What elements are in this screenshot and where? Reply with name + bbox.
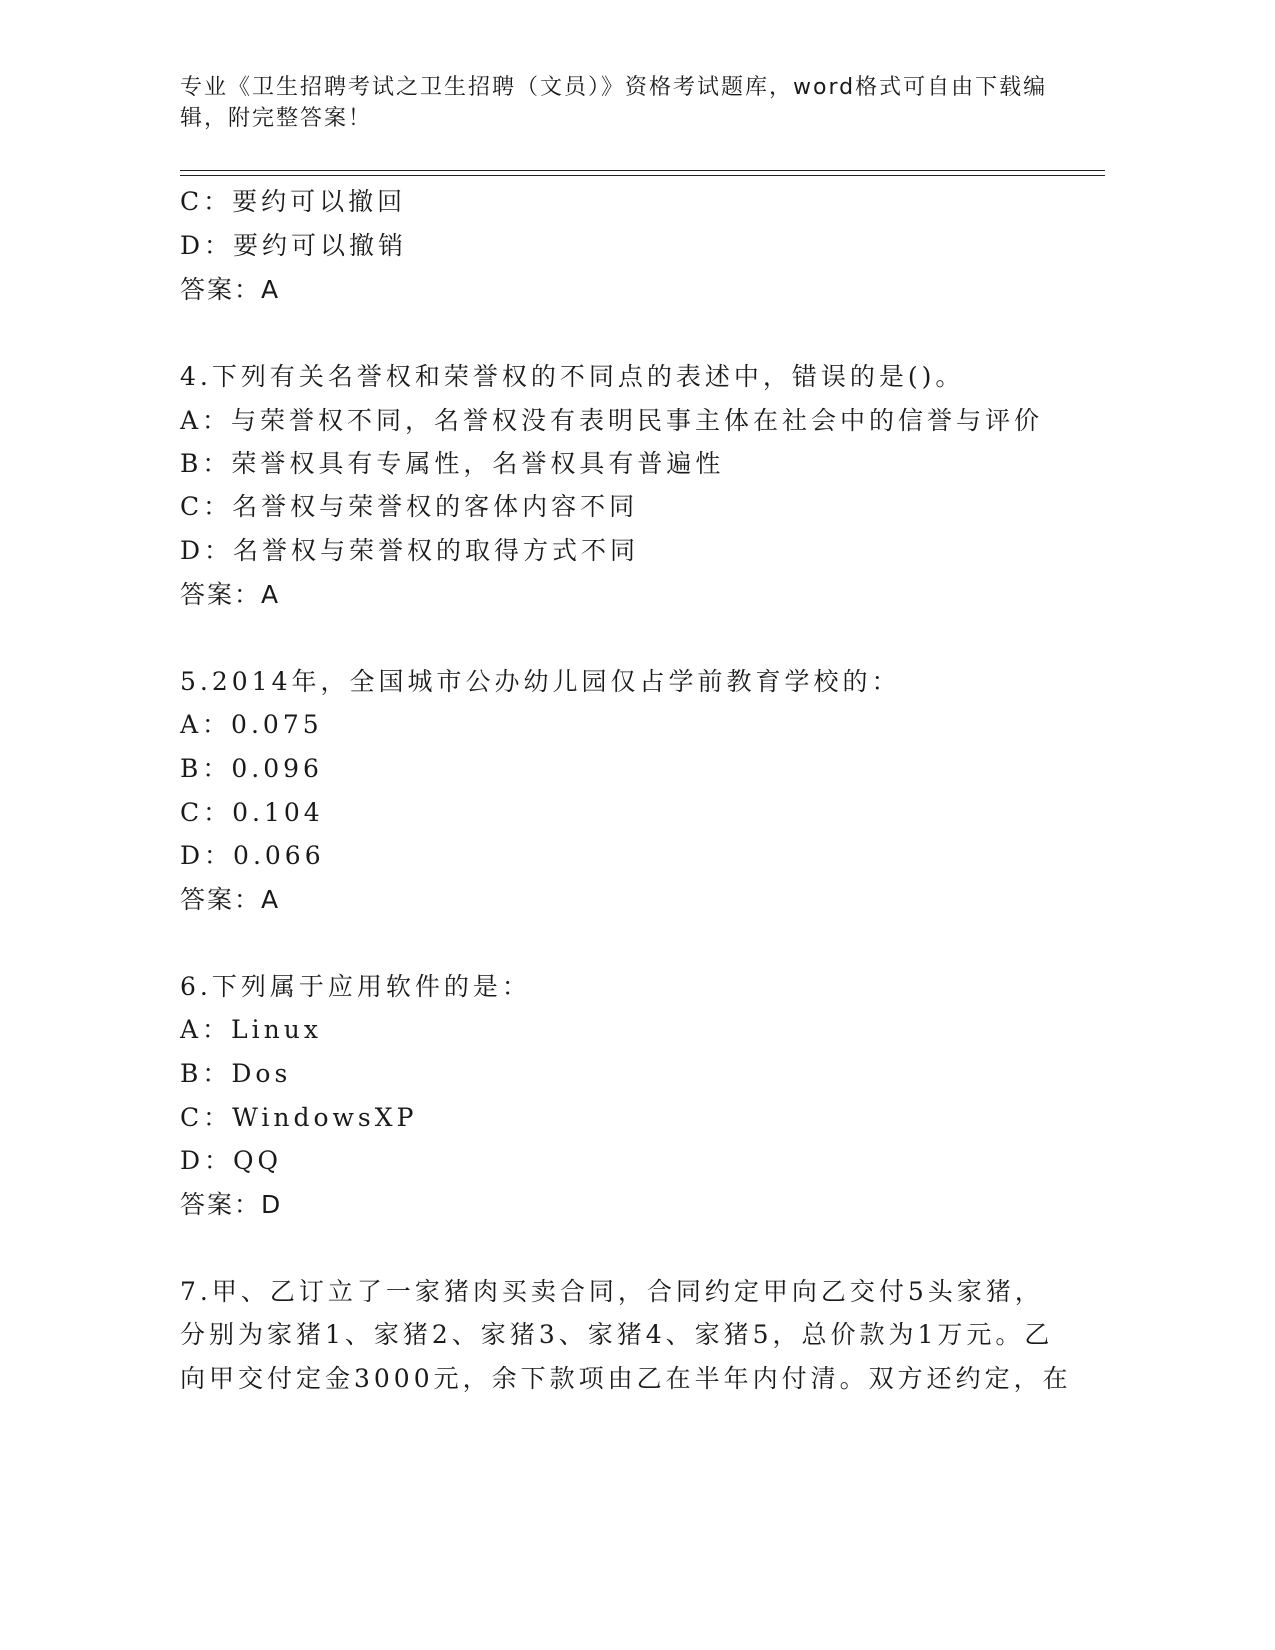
q7-stem-line-1: 7.甲、乙订立了一家猪肉买卖合同，合同约定甲向乙交付5头家猪， bbox=[180, 1277, 1044, 1306]
q6-option-d: D：QQ bbox=[180, 1146, 283, 1175]
q6-stem: 6.下列属于应用软件的是： bbox=[180, 972, 531, 1001]
document-header: 专业《卫生招聘考试之卫生招聘（文员）》资格考试题库，word格式可自由下载编辑，附完整答案！ bbox=[180, 75, 1048, 131]
q4-option-d: D：名誉权与荣誉权的取得方式不同 bbox=[180, 536, 640, 565]
q5-stem: 5.2014年，全国城市公办幼儿园仅占学前教育学校的： bbox=[180, 667, 901, 696]
q3-option-c: C：要约可以撤回 bbox=[180, 187, 407, 216]
q4-answer: 答案：A bbox=[180, 580, 281, 609]
q5-option-d: D：0.066 bbox=[180, 841, 325, 870]
q6-option-a: A：Linux bbox=[180, 1015, 322, 1044]
q5-option-c: C：0.104 bbox=[180, 798, 324, 827]
q7-stem-line-3: 向甲交付定金3000元，余下款项由乙在半年内付清。双方还约定，在 bbox=[180, 1364, 1072, 1393]
q5-option-a: A：0.075 bbox=[180, 710, 323, 739]
q6-option-c: C：WindowsXP bbox=[180, 1103, 418, 1132]
q4-stem: 4.下列有关名誉权和荣誉权的不同点的表述中，错误的是()。 bbox=[180, 362, 965, 391]
q3-answer: 答案：A bbox=[180, 275, 281, 304]
header-divider-bottom bbox=[180, 175, 1105, 176]
q5-answer: 答案：A bbox=[180, 885, 281, 914]
q7-stem-line-2: 分别为家猪1、家猪2、家猪3、家猪4、家猪5，总价款为1万元。乙 bbox=[180, 1320, 1054, 1349]
q4-option-c: C：名誉权与荣誉权的客体内容不同 bbox=[180, 492, 639, 521]
q5-option-b: B：0.096 bbox=[180, 754, 323, 783]
q6-option-b: B：Dos bbox=[180, 1059, 292, 1088]
q4-option-b: B：荣誉权具有专属性，名誉权具有普遍性 bbox=[180, 449, 725, 478]
q4-option-a: A：与荣誉权不同，名誉权没有表明民事主体在社会中的信誉与评价 bbox=[180, 406, 1044, 435]
header-divider-top bbox=[180, 170, 1105, 171]
q3-option-d: D：要约可以撤销 bbox=[180, 231, 408, 260]
q6-answer: 答案：D bbox=[180, 1190, 283, 1219]
